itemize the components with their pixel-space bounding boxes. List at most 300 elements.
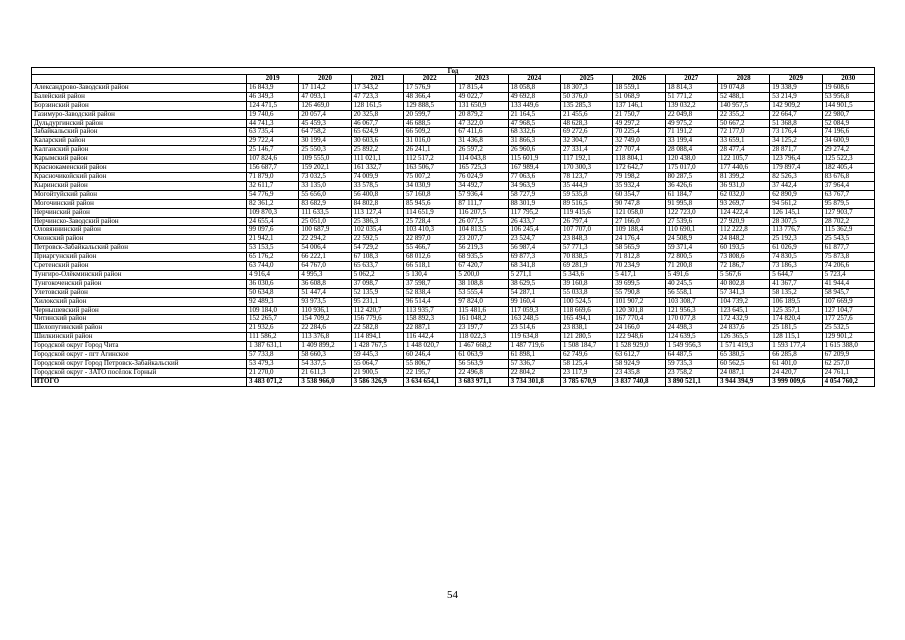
- value-cell: 29 722,4: [247, 137, 299, 146]
- value-cell: 103 308,7: [665, 297, 717, 306]
- value-cell: 53 214,9: [770, 92, 822, 101]
- value-cell: 122 948,6: [613, 333, 665, 342]
- value-cell: 27 539,6: [665, 217, 717, 226]
- district-name-cell: Карымский район: [32, 155, 247, 164]
- value-cell: 58 945,7: [822, 288, 874, 297]
- year-header-cell: 2022: [403, 75, 455, 84]
- value-cell: 174 820,4: [770, 315, 822, 324]
- table-row: [32, 226, 875, 235]
- value-cell: 47 723,3: [351, 92, 403, 101]
- value-cell: 58 924,9: [613, 360, 665, 369]
- district-name-cell: Тунгиро-Олёкминский район: [32, 270, 247, 279]
- district-name-cell: Забайкальский район: [32, 128, 247, 137]
- value-cell: 25 728,4: [403, 217, 455, 226]
- value-cell: 40 245,5: [665, 279, 717, 288]
- total-value-cell: 3 785 670,9: [560, 377, 612, 386]
- value-cell: 122 723,0: [665, 208, 717, 217]
- value-cell: 20 879,2: [456, 110, 508, 119]
- value-cell: 109 188,4: [613, 226, 665, 235]
- value-cell: 49 975,2: [665, 119, 717, 128]
- value-cell: 73 032,5: [299, 172, 351, 181]
- value-cell: 32 749,0: [613, 137, 665, 146]
- value-cell: 18 814,3: [665, 83, 717, 92]
- value-cell: 78 123,7: [560, 172, 612, 181]
- value-cell: 53 153,5: [247, 244, 299, 253]
- value-cell: 125 357,1: [770, 306, 822, 315]
- value-cell: 21 164,5: [508, 110, 560, 119]
- value-cell: 21 932,6: [247, 324, 299, 333]
- value-cell: 51 368,8: [770, 119, 822, 128]
- value-cell: 156 687,7: [247, 164, 299, 173]
- value-cell: 36 608,8: [299, 279, 351, 288]
- value-cell: 53 555,4: [456, 288, 508, 297]
- value-cell: 61 877,7: [822, 244, 874, 253]
- value-cell: 1 528 929,0: [613, 342, 665, 351]
- table-row: [32, 190, 875, 199]
- value-cell: 18 307,3: [560, 83, 612, 92]
- value-cell: 44 741,3: [247, 119, 299, 128]
- total-value-cell: 3 538 966,0: [299, 377, 351, 386]
- table-body: [32, 83, 875, 386]
- value-cell: 60 246,4: [403, 351, 455, 360]
- table-row: [32, 360, 875, 369]
- value-cell: 51 447,4: [299, 288, 351, 297]
- value-cell: 5 343,6: [560, 270, 612, 279]
- value-cell: 54 287,1: [508, 288, 560, 297]
- value-cell: 60 193,5: [717, 244, 769, 253]
- value-cell: 4 916,4: [247, 270, 299, 279]
- value-cell: 21 270,0: [247, 368, 299, 377]
- value-cell: 99 097,6: [247, 226, 299, 235]
- value-cell: 45 459,3: [299, 119, 351, 128]
- value-cell: 54 006,4: [299, 244, 351, 253]
- value-cell: 172 432,9: [717, 315, 769, 324]
- value-cell: 107 707,0: [560, 226, 612, 235]
- value-cell: 110 936,1: [299, 306, 351, 315]
- value-cell: 70 838,5: [560, 253, 612, 262]
- value-cell: 24 176,4: [613, 235, 665, 244]
- value-cell: 18 058,8: [508, 83, 560, 92]
- value-cell: 21 750,7: [613, 110, 665, 119]
- district-name-cell: Городской округ - ЗАТО посёлок Горный: [32, 368, 247, 377]
- value-cell: 48 628,3: [560, 119, 612, 128]
- value-cell: 1 593 177,4: [770, 342, 822, 351]
- value-cell: 20 325,8: [351, 110, 403, 119]
- value-cell: 23 514,6: [508, 324, 560, 333]
- year-header-cell: 2030: [822, 75, 874, 84]
- value-cell: 32 304,7: [560, 137, 612, 146]
- table-row: [32, 297, 875, 306]
- value-cell: 47 093,1: [299, 92, 351, 101]
- value-cell: 107 669,9: [822, 297, 874, 306]
- value-cell: 63 735,4: [247, 128, 299, 137]
- value-cell: 26 960,6: [508, 146, 560, 155]
- district-name-cell: Нерчинский район: [32, 208, 247, 217]
- value-cell: 68 012,6: [403, 253, 455, 262]
- value-cell: 20 057,4: [299, 110, 351, 119]
- value-cell: 61 401,0: [770, 360, 822, 369]
- value-cell: 56 400,8: [351, 190, 403, 199]
- value-cell: 35 444,9: [560, 181, 612, 190]
- total-label-cell: ИТОГО: [32, 377, 247, 386]
- table-row: [32, 155, 875, 164]
- year-header-cell: 2021: [351, 75, 403, 84]
- table-row: [32, 342, 875, 351]
- value-cell: 25 146,7: [247, 146, 299, 155]
- district-name-cell: Оловяннинский район: [32, 226, 247, 235]
- total-value-cell: 3 944 394,9: [717, 377, 769, 386]
- value-cell: 112 420,7: [351, 306, 403, 315]
- value-cell: 74 206,6: [822, 262, 874, 271]
- value-cell: 24 420,7: [770, 368, 822, 377]
- value-cell: 93 973,5: [299, 297, 351, 306]
- value-cell: 19 740,6: [247, 110, 299, 119]
- value-cell: 67 108,3: [351, 253, 403, 262]
- value-cell: 161 332,7: [351, 164, 403, 173]
- value-cell: 112 222,8: [717, 226, 769, 235]
- value-cell: 5 567,6: [717, 270, 769, 279]
- value-cell: 22 592,5: [351, 235, 403, 244]
- value-cell: 69 281,9: [560, 262, 612, 271]
- district-name-cell: Городской округ - пгт Агинское: [32, 351, 247, 360]
- value-cell: 38 629,5: [508, 279, 560, 288]
- value-cell: 113 127,4: [351, 208, 403, 217]
- value-cell: 28 702,2: [822, 217, 874, 226]
- value-cell: 23 838,1: [560, 324, 612, 333]
- value-cell: 93 269,7: [717, 199, 769, 208]
- value-cell: 120 301,8: [613, 306, 665, 315]
- value-cell: 128 115,1: [770, 333, 822, 342]
- district-name-cell: Приаргунский район: [32, 253, 247, 262]
- value-cell: 165 494,1: [560, 315, 612, 324]
- table-row: [32, 110, 875, 119]
- value-cell: 55 790,8: [613, 288, 665, 297]
- value-cell: 48 366,4: [403, 92, 455, 101]
- value-cell: 23 435,8: [613, 368, 665, 377]
- district-name-cell: Сретенский район: [32, 262, 247, 271]
- value-cell: 58 125,4: [560, 360, 612, 369]
- value-cell: 177 440,6: [717, 164, 769, 173]
- value-cell: 80 287,5: [665, 172, 717, 181]
- year-header-cell: 2029: [770, 75, 822, 84]
- value-cell: 72 800,5: [665, 253, 717, 262]
- value-cell: 100 687,9: [299, 226, 351, 235]
- value-cell: 111 633,5: [299, 208, 351, 217]
- value-cell: 49 297,2: [613, 119, 665, 128]
- value-cell: 61 184,7: [665, 190, 717, 199]
- value-cell: 31 436,8: [456, 137, 508, 146]
- value-cell: 67 420,7: [456, 262, 508, 271]
- value-cell: 117 059,3: [508, 306, 560, 315]
- value-cell: 87 111,7: [456, 199, 508, 208]
- district-name-cell: Тунгокоченский район: [32, 279, 247, 288]
- value-cell: 107 824,6: [247, 155, 299, 164]
- table-row: [32, 253, 875, 262]
- total-value-cell: 3 734 301,8: [508, 377, 560, 386]
- value-cell: 128 161,5: [351, 101, 403, 110]
- value-cell: 17 114,2: [299, 83, 351, 92]
- value-cell: 19 338,9: [770, 83, 822, 92]
- value-cell: 83 676,8: [822, 172, 874, 181]
- value-cell: 24 655,4: [247, 217, 299, 226]
- year-header-cell: 2026: [613, 75, 665, 84]
- value-cell: 63 612,7: [613, 351, 665, 360]
- value-cell: 140 957,5: [717, 101, 769, 110]
- value-cell: 22 195,7: [403, 368, 455, 377]
- header-years-row: [32, 75, 875, 84]
- value-cell: 118 022,3: [456, 333, 508, 342]
- value-cell: 24 498,3: [665, 324, 717, 333]
- value-cell: 126 145,1: [770, 208, 822, 217]
- value-cell: 25 892,2: [351, 146, 403, 155]
- value-cell: 24 761,1: [822, 368, 874, 377]
- value-cell: 40 802,8: [717, 279, 769, 288]
- value-cell: 46 688,5: [403, 119, 455, 128]
- value-cell: 64 767,0: [299, 262, 351, 271]
- value-cell: 63 744,0: [247, 262, 299, 271]
- value-cell: 28 477,4: [717, 146, 769, 155]
- header-label-row: [32, 68, 875, 75]
- value-cell: 25 532,5: [822, 324, 874, 333]
- value-cell: 5 644,7: [770, 270, 822, 279]
- district-name-cell: Шилкинский район: [32, 333, 247, 342]
- value-cell: 66 222,1: [299, 253, 351, 262]
- table-row: [32, 324, 875, 333]
- value-cell: 35 932,4: [613, 181, 665, 190]
- value-cell: 17 576,9: [403, 83, 455, 92]
- value-cell: 152 265,7: [247, 315, 299, 324]
- value-cell: 37 442,4: [770, 181, 822, 190]
- district-name-cell: Петровск-Забайкальский район: [32, 244, 247, 253]
- value-cell: 66 285,8: [770, 351, 822, 360]
- value-cell: 25 386,3: [351, 217, 403, 226]
- district-name-cell: Борзинский район: [32, 101, 247, 110]
- value-cell: 34 600,9: [822, 137, 874, 146]
- value-cell: 22 582,8: [351, 324, 403, 333]
- value-cell: 71 191,2: [665, 128, 717, 137]
- value-cell: 115 601,9: [508, 155, 560, 164]
- value-cell: 127 104,7: [822, 306, 874, 315]
- value-cell: 39 699,5: [613, 279, 665, 288]
- value-cell: 36 426,6: [665, 181, 717, 190]
- value-cell: 66 518,1: [403, 262, 455, 271]
- value-cell: 182 405,4: [822, 164, 874, 173]
- value-cell: 124 639,5: [665, 333, 717, 342]
- total-value-cell: 3 890 521,1: [665, 377, 717, 386]
- total-value-cell: 3 634 654,1: [403, 377, 455, 386]
- value-cell: 115 481,6: [456, 306, 508, 315]
- value-cell: 46 067,7: [351, 119, 403, 128]
- table-row: [32, 235, 875, 244]
- value-cell: 110 690,1: [665, 226, 717, 235]
- value-cell: 113 776,7: [770, 226, 822, 235]
- value-cell: 73 186,3: [770, 262, 822, 271]
- value-cell: 129 901,2: [822, 333, 874, 342]
- value-cell: 109 184,0: [247, 306, 299, 315]
- value-cell: 101 907,2: [613, 297, 665, 306]
- value-cell: 100 524,5: [560, 297, 612, 306]
- value-cell: 55 656,0: [299, 190, 351, 199]
- value-cell: 34 030,9: [403, 181, 455, 190]
- header-empty-cell: [32, 75, 247, 84]
- value-cell: 68 341,8: [508, 262, 560, 271]
- table-row: [32, 128, 875, 137]
- value-cell: 23 197,7: [456, 324, 508, 333]
- value-cell: 102 035,4: [351, 226, 403, 235]
- value-cell: 57 771,3: [560, 244, 612, 253]
- value-cell: 55 064,7: [351, 360, 403, 369]
- value-cell: 22 294,2: [299, 235, 351, 244]
- total-value-cell: 3 483 071,2: [247, 377, 299, 386]
- value-cell: 71 200,8: [665, 262, 717, 271]
- value-cell: 31 866,3: [508, 137, 560, 146]
- value-cell: 117 795,2: [508, 208, 560, 217]
- value-cell: 5 200,0: [456, 270, 508, 279]
- table-row: [32, 288, 875, 297]
- value-cell: 56 563,9: [456, 360, 508, 369]
- value-cell: 70 225,4: [613, 128, 665, 137]
- value-cell: 25 543,5: [822, 235, 874, 244]
- value-cell: 167 989,4: [508, 164, 560, 173]
- value-cell: 32 611,7: [247, 181, 299, 190]
- value-cell: 57 936,4: [456, 190, 508, 199]
- value-cell: 159 202,1: [299, 164, 351, 173]
- value-cell: 24 166,0: [613, 324, 665, 333]
- value-cell: 131 650,9: [456, 101, 508, 110]
- value-cell: 119 415,6: [560, 208, 612, 217]
- value-cell: 56 219,3: [456, 244, 508, 253]
- value-cell: 1 467 668,2: [456, 342, 508, 351]
- district-name-cell: Балейский район: [32, 92, 247, 101]
- data-table: [31, 67, 875, 387]
- value-cell: 65 624,9: [351, 128, 403, 137]
- value-cell: 39 160,8: [560, 279, 612, 288]
- value-cell: 46 349,3: [247, 92, 299, 101]
- value-cell: 120 438,0: [665, 155, 717, 164]
- value-cell: 57 733,8: [247, 351, 299, 360]
- value-cell: 53 479,3: [247, 360, 299, 369]
- value-cell: 59 445,3: [351, 351, 403, 360]
- value-cell: 62 032,0: [717, 190, 769, 199]
- value-cell: 52 488,1: [717, 92, 769, 101]
- value-cell: 112 517,2: [403, 155, 455, 164]
- value-cell: 73 808,6: [717, 253, 769, 262]
- value-cell: 71 879,0: [247, 172, 299, 181]
- value-cell: 56 558,1: [665, 288, 717, 297]
- value-cell: 72 177,0: [717, 128, 769, 137]
- value-cell: 50 667,2: [717, 119, 769, 128]
- value-cell: 52 084,9: [822, 119, 874, 128]
- value-cell: 1 409 899,2: [299, 342, 351, 351]
- value-cell: 117 192,1: [560, 155, 612, 164]
- value-cell: 126 365,5: [717, 333, 769, 342]
- value-cell: 54 337,5: [299, 360, 351, 369]
- value-cell: 114 043,8: [456, 155, 508, 164]
- value-cell: 154 709,2: [299, 315, 351, 324]
- value-cell: 127 903,7: [822, 208, 874, 217]
- value-cell: 58 727,9: [508, 190, 560, 199]
- year-header-cell: 2020: [299, 75, 351, 84]
- value-cell: 57 336,7: [508, 360, 560, 369]
- value-cell: 22 284,6: [299, 324, 351, 333]
- value-cell: 51 068,9: [613, 92, 665, 101]
- table-row: [32, 368, 875, 377]
- value-cell: 165 725,3: [456, 164, 508, 173]
- value-cell: 106 189,5: [770, 297, 822, 306]
- table-row: [32, 83, 875, 92]
- header-label: Год: [32, 68, 875, 75]
- value-cell: 18 559,1: [613, 83, 665, 92]
- value-cell: 36 931,0: [717, 181, 769, 190]
- value-cell: 5 723,4: [822, 270, 874, 279]
- value-cell: 1 549 956,3: [665, 342, 717, 351]
- value-cell: 75 007,2: [403, 172, 455, 181]
- value-cell: 60 354,7: [613, 190, 665, 199]
- district-name-cell: Калганский район: [32, 146, 247, 155]
- total-row: [32, 377, 875, 386]
- value-cell: 54 729,2: [351, 244, 403, 253]
- value-cell: 74 196,6: [822, 128, 874, 137]
- value-cell: 36 030,6: [247, 279, 299, 288]
- value-cell: 137 146,1: [613, 101, 665, 110]
- table-row: [32, 137, 875, 146]
- value-cell: 26 433,7: [508, 217, 560, 226]
- value-cell: 177 257,6: [822, 315, 874, 324]
- value-cell: 64 487,5: [665, 351, 717, 360]
- table-row: [32, 208, 875, 217]
- value-cell: 163 248,5: [508, 315, 560, 324]
- table-row: [32, 315, 875, 324]
- district-name-cell: Красночикойский район: [32, 172, 247, 181]
- value-cell: 142 909,2: [770, 101, 822, 110]
- value-cell: 179 897,4: [770, 164, 822, 173]
- value-cell: 33 135,0: [299, 181, 351, 190]
- year-header-cell: 2024: [508, 75, 560, 84]
- value-cell: 104 739,2: [717, 297, 769, 306]
- value-cell: 83 682,9: [299, 199, 351, 208]
- value-cell: 22 355,2: [717, 110, 769, 119]
- value-cell: 25 192,3: [770, 235, 822, 244]
- value-cell: 1 448 020,7: [403, 342, 455, 351]
- value-cell: 172 642,7: [613, 164, 665, 173]
- value-cell: 56 987,4: [508, 244, 560, 253]
- value-cell: 104 813,5: [456, 226, 508, 235]
- value-cell: 139 032,2: [665, 101, 717, 110]
- value-cell: 129 888,5: [403, 101, 455, 110]
- value-cell: 23 848,3: [560, 235, 612, 244]
- value-cell: 109 555,0: [299, 155, 351, 164]
- value-cell: 111 586,2: [247, 333, 299, 342]
- value-cell: 19 608,6: [822, 83, 874, 92]
- value-cell: 121 280,5: [560, 333, 612, 342]
- value-cell: 62 890,9: [770, 190, 822, 199]
- table-header: [32, 68, 875, 84]
- value-cell: 23 758,2: [665, 368, 717, 377]
- table-row: [32, 199, 875, 208]
- value-cell: 113 376,8: [299, 333, 351, 342]
- district-name-cell: Кыринский район: [32, 181, 247, 190]
- value-cell: 99 160,4: [508, 297, 560, 306]
- value-cell: 30 199,4: [299, 137, 351, 146]
- value-cell: 50 634,8: [247, 288, 299, 297]
- value-cell: 21 455,6: [560, 110, 612, 119]
- value-cell: 114 894,1: [351, 333, 403, 342]
- district-name-cell: Нерчинско-Заводский район: [32, 217, 247, 226]
- value-cell: 68 935,5: [456, 253, 508, 262]
- value-cell: 65 176,2: [247, 253, 299, 262]
- value-cell: 118 804,1: [613, 155, 665, 164]
- value-cell: 57 160,8: [403, 190, 455, 199]
